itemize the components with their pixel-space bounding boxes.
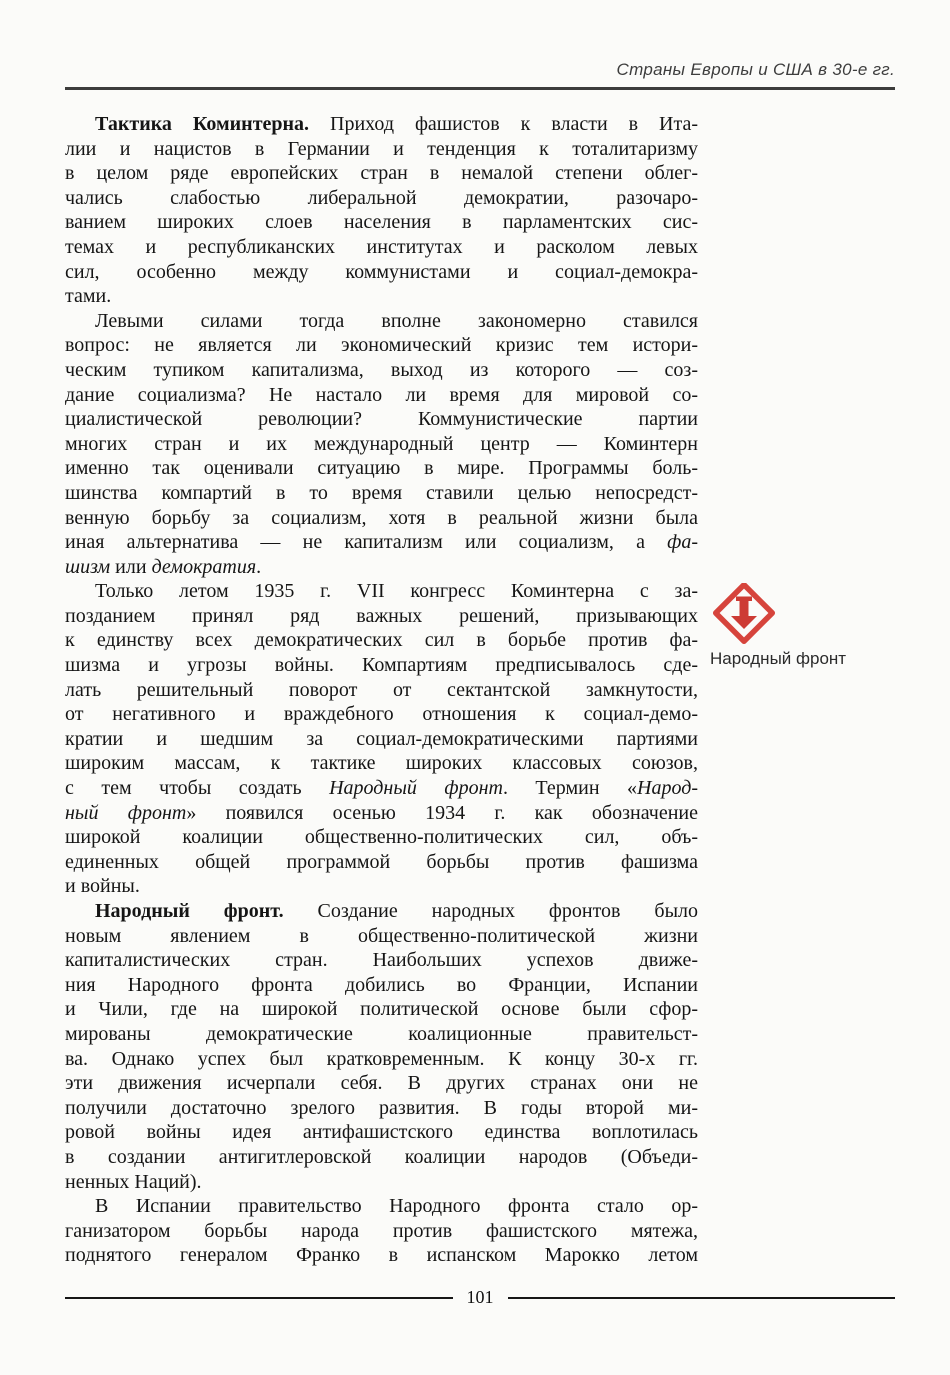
text-line: поднятого генералом Франко в испанском Марокко летом: [65, 1244, 698, 1267]
text-line: от негативного и враждебного отношения к социал-демо-: [65, 703, 698, 726]
page-number: 101: [466, 1287, 494, 1307]
text-line: ванием широких слоев населения в парламентских сис-: [65, 211, 698, 234]
text-line: циалистической революции? Коммунистические партии: [65, 408, 698, 431]
text-line: вопрос: не является ли экономический кризис тем истори-: [65, 334, 698, 357]
body-text: [65, 112, 698, 1268]
text-line: венную борьбу за социализм, хотя в реальной жизни была: [65, 506, 698, 529]
text-line: и Чили, где на широкой политической основе были сфор-: [65, 998, 698, 1021]
text-line: шинства компартий в то время ставили целью непосредст-: [65, 481, 698, 504]
text-line: кратии и шедшим за социал-демократическими партиями: [65, 727, 698, 750]
text-line: Только летом 1935 г. VII конгресс Коминтерна с за-: [95, 580, 698, 603]
paragraph: [65, 1194, 698, 1268]
text-line: единенных общей программой борьбы против фашизма: [65, 850, 698, 873]
text-line: ный фронт» появился осенью 1934 г. как обозначение: [65, 801, 699, 824]
text-line: шизм или демократия.: [65, 555, 262, 578]
text-line: Тактика Коминтерна. Приход фашистов к власти в Ита-: [95, 113, 699, 135]
text-line: ненных Наций).: [65, 1170, 202, 1193]
text-line: тами.: [65, 285, 112, 308]
text-line: ния Народного фронта добились во Франции, Испании: [65, 973, 698, 996]
text-line: лии и нацистов в Германии и тенденция к тоталитаризму: [65, 137, 698, 160]
text-line: лать решительный поворот от сектантской замкнутости,: [65, 678, 698, 701]
paragraph: [65, 579, 698, 899]
header-rule: [65, 87, 895, 90]
text-line: Левыми силами тогда вполне закономерно ставился: [95, 309, 698, 332]
text-line: к единству всех демократических сил в борьбе против фа-: [65, 629, 698, 652]
footer-rule-left: [65, 1297, 453, 1299]
text-line: чались слабостью либеральной демократии, разочаро-: [65, 186, 698, 209]
text-line: дание социализма? Не настало ли время для мировой со-: [65, 383, 698, 406]
margin-note-label: Народный фронт: [710, 649, 847, 668]
text-line: темах и республиканских институтах и расколом левых: [65, 235, 698, 258]
text-line: именно так оценивали ситуацию в мире. Программы боль-: [65, 457, 698, 480]
diamond-down-arrow-icon: [712, 583, 776, 647]
text-line: новым явлением в общественно-политической жизни: [65, 924, 698, 947]
text-line: ческим тупиком капитализма, выход из которого — соз-: [65, 358, 698, 381]
text-line: В Испании правительство Народного фронта стало ор-: [95, 1195, 698, 1218]
text-line: эти движения исчерпали себя. В других странах они не: [65, 1072, 698, 1095]
text-line: капиталистических стран. Наибольших успехов движе-: [65, 949, 698, 972]
text-line: позданием принял ряд важных решений, призывающих: [65, 604, 698, 627]
running-head: Страны Европы и США в 30-е гг.: [616, 60, 895, 79]
text-line: с тем чтобы создать Народный фронт. Термин «Народ-: [65, 777, 698, 800]
paragraph: [65, 899, 698, 1194]
text-line: иная альтернатива — не капитализм или социализм, а фа-: [65, 531, 698, 554]
text-line: широкой коалиции общественно-политических сил, объ-: [65, 826, 698, 849]
page-footer: [65, 1287, 895, 1308]
text-line: ровой войны идея антифашистского единства воплотилась: [65, 1121, 698, 1144]
text-line: многих стран и их международный центр — Коминтерн: [65, 432, 698, 455]
margin-note: [710, 583, 900, 669]
text-line: в целом ряде европейских стран в немалой степени облег-: [65, 162, 698, 185]
text-line: получили достаточно зрелого развития. В годы второй ми-: [65, 1096, 698, 1119]
paragraph: [65, 112, 698, 309]
text-line: широким массам, к тактике широких классовых союзов,: [65, 752, 698, 775]
paragraph: [65, 309, 698, 580]
text-line: мированы демократические коалиционные правительст-: [65, 1022, 698, 1045]
text-line: сил, особенно между коммунистами и социал-демокра-: [65, 260, 698, 283]
text-line: шизма и угрозы войны. Компартиям предписывалось сде-: [65, 654, 698, 677]
text-line: ганизатором борьбы народа против фашистского мятежа,: [65, 1219, 698, 1242]
text-line: в создании антигитлеровской коалиции народов (Объеди-: [65, 1145, 698, 1168]
text-line: Народный фронт. Создание народных фронтов было: [95, 900, 698, 922]
text-line: ва. Однако успех был кратковременным. К концу 30-х гг.: [65, 1047, 698, 1070]
text-line: и войны.: [65, 875, 140, 898]
footer-rule-right: [508, 1297, 896, 1299]
